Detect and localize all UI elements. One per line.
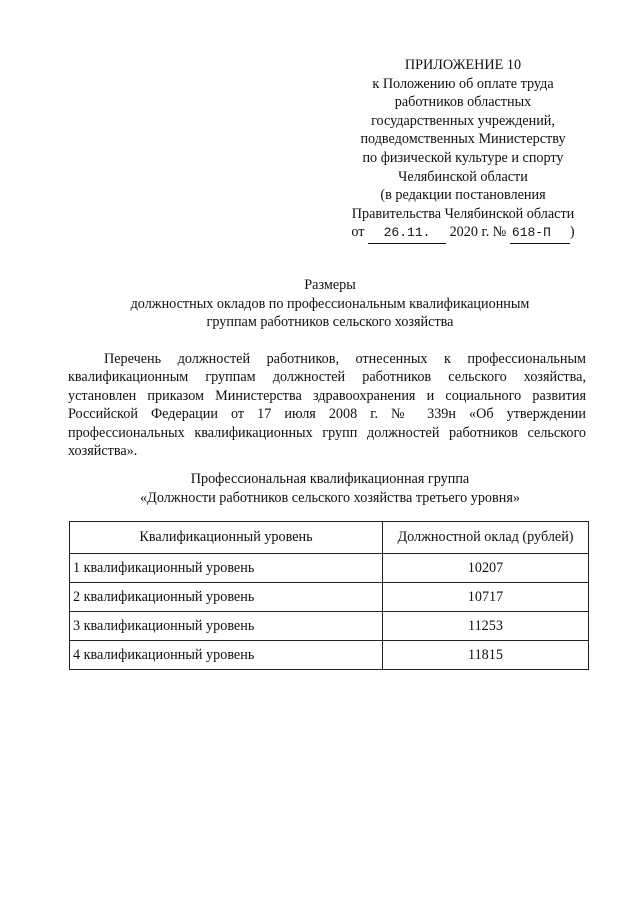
appendix-header xyxy=(330,56,596,244)
appendix-title: ПРИЛОЖЕНИЕ 10 xyxy=(404,57,522,73)
appendix-line: подведомственных Министерству xyxy=(360,131,566,148)
resolution-date: 26.11. xyxy=(368,224,446,244)
salary-cell: 10207 xyxy=(383,554,589,583)
document-title xyxy=(60,276,600,332)
appendix-line: по физической культуре и спорту xyxy=(362,149,564,166)
title-line: группам работников сельского хозяйства xyxy=(206,314,454,331)
header-level: Квалификационный уровень xyxy=(70,522,383,554)
title-line: Размеры xyxy=(304,277,356,293)
intro-paragraph: Перечень должностей работников, отнесенных к профессиональным квалификационным группам должностей работников сельского хозяйства, установлен приказом Министерства здравоохранения и социального развития Российской Федерации от 17 июля 2008 г. № 339н «Об утверждении профессиональных квалификационных групп должностей работников сельского хозяйства». xyxy=(68,351,586,460)
resolution-number: 618-П xyxy=(510,224,570,244)
title-line: должностных окладов по профессиональным квалификационным xyxy=(130,295,530,312)
salary-cell: 10717 xyxy=(383,583,589,612)
level-cell: 2 квалификационный уровень xyxy=(70,583,383,612)
closing-paren: ) xyxy=(569,224,575,241)
salary-cell: 11815 xyxy=(383,641,589,670)
table-row xyxy=(70,554,589,583)
appendix-line: к Положению об оплате труда xyxy=(372,75,554,92)
appendix-line: Челябинской области xyxy=(398,168,528,185)
appendix-line: Правительства Челябинской области xyxy=(351,205,575,222)
group-line: «Должности работников сельского хозяйства третьего уровня» xyxy=(140,489,520,506)
header-salary: Должностной оклад (рублей) xyxy=(383,522,589,554)
table-row xyxy=(70,583,589,612)
resolution-date-line xyxy=(330,223,596,244)
date-prefix: от xyxy=(351,224,365,241)
table-row xyxy=(70,612,589,641)
level-cell: 1 квалификационный уровень xyxy=(70,554,383,583)
appendix-line: государственных учреждений, xyxy=(371,112,555,129)
table-header-row xyxy=(70,522,589,554)
group-line: Профессиональная квалификационная группа xyxy=(190,471,470,487)
year-text: 2020 г. № xyxy=(449,224,507,241)
appendix-line: (в редакции постановления xyxy=(380,187,546,204)
level-cell: 4 квалификационный уровень xyxy=(70,641,383,670)
salary-cell: 11253 xyxy=(383,612,589,641)
appendix-line: работников областных xyxy=(394,94,532,111)
level-cell: 3 квалификационный уровень xyxy=(70,612,383,641)
salary-table xyxy=(69,521,589,670)
table-row xyxy=(70,641,589,670)
qualification-group-heading xyxy=(60,470,600,507)
